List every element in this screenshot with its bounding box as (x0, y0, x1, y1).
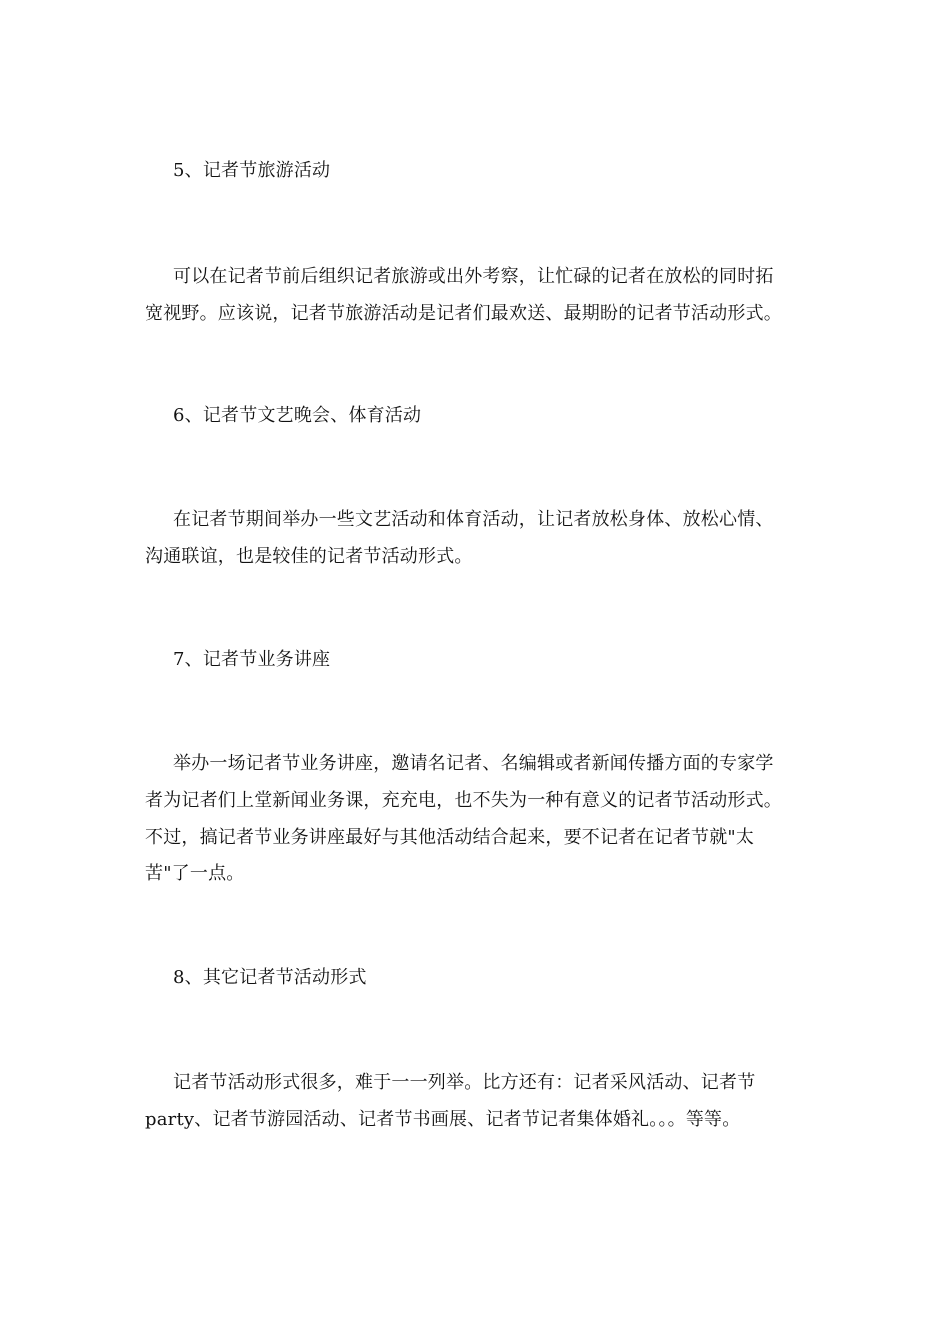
section-heading: 6、记者节文艺晚会、体育活动 (173, 405, 422, 426)
paragraph-line: 举办一场记者节业务讲座，邀请名记者、名编辑或者新闻传播方面的专家学 (173, 753, 774, 774)
section-heading: 5、记者节旅游活动 (173, 160, 331, 181)
paragraph-line: 记者节活动形式很多，难于一一列举。比方还有：记者采风活动、记者节 (173, 1072, 756, 1093)
paragraph-line: 不过，搞记者节业务讲座最好与其他活动结合起来，要不记者在记者节就"太 (145, 827, 755, 848)
paragraph-line: 者为记者们上堂新闻业务课，充充电，也不失为一种有意义的记者节活动形式。 (145, 790, 782, 811)
paragraph-line: 可以在记者节前后组织记者旅游或出外考察，让忙碌的记者在放松的同时拓 (173, 266, 774, 287)
paragraph-line: 宽视野。应该说，记者节旅游活动是记者们最欢送、最期盼的记者节活动形式。 (145, 303, 782, 324)
section-heading: 7、记者节业务讲座 (173, 649, 331, 670)
paragraph-line: party、记者节游园活动、记者节书画展、记者节记者集体婚礼。。。等等。 (145, 1109, 741, 1130)
paragraph-line: 在记者节期间举办一些文艺活动和体育活动，让记者放松身体、放松心情、 (173, 509, 774, 530)
section-heading: 8、其它记者节活动形式 (173, 967, 367, 988)
paragraph-line: 沟通联谊，也是较佳的记者节活动形式。 (145, 546, 473, 567)
paragraph-line: 苦"了一点。 (145, 863, 245, 884)
